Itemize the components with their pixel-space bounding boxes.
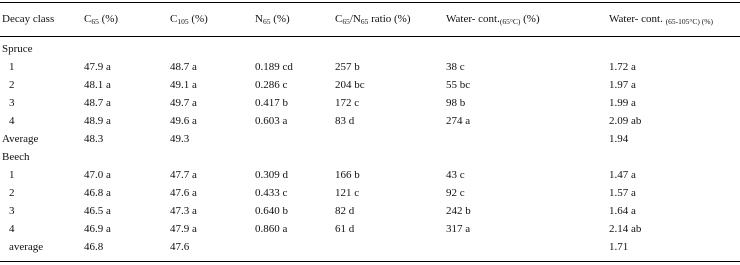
cell-water-content-65: 92 c (446, 187, 465, 199)
cell-water-content-65-105: 1.64 a (609, 205, 636, 217)
cell-water-content-65: 317 a (446, 223, 471, 235)
cell-cn-ratio: 82 d (335, 205, 355, 217)
cell-c105: 47.6 a (170, 187, 197, 199)
cell-cn-ratio: 166 b (335, 169, 360, 181)
cell-decay-class: 3 (9, 97, 15, 109)
table-bottom-rule (0, 261, 740, 262)
cell-water-content-65: 55 bc (446, 79, 471, 91)
cell-c105: 49.6 a (170, 115, 197, 127)
cell-water-content-65-105: 1.71 (609, 241, 629, 253)
cell-decay-class: average (9, 241, 44, 253)
cell-c105: 48.7 a (170, 61, 197, 73)
group-label-beech: Beech (2, 151, 30, 163)
table-top-rule (0, 2, 740, 3)
cell-c105: 49.7 a (170, 97, 197, 109)
cell-cn-ratio: 172 c (335, 97, 360, 109)
header-c65: $C_{65}$ (%) (84, 13, 119, 26)
cell-water-content-65: 43 c (446, 169, 465, 181)
cell-c65: 48.1 a (84, 79, 111, 91)
cell-n65: 0.189 cd (255, 61, 293, 73)
cell-n65: 0.309 d (255, 169, 288, 181)
cell-water-content-65-105: 1.72 a (609, 61, 636, 73)
header-water-content-65-105: Water- cont. $_{(65-105^\circ C) (\%)}$ (609, 13, 713, 26)
cell-c65: 48.7 a (84, 97, 111, 109)
cell-c65: 48.3 (84, 133, 104, 145)
cell-water-content-65-105: 1.99 a (609, 97, 636, 109)
header-decay-class: Decay class (2, 13, 55, 25)
cell-cn-ratio: 83 d (335, 115, 355, 127)
cell-c65: 46.5 a (84, 205, 111, 217)
cell-decay-class: 4 (9, 223, 15, 235)
cell-water-content-65-105: 1.97 a (609, 79, 636, 91)
cell-water-content-65: 242 b (446, 205, 471, 217)
cell-water-content-65: 38 c (446, 61, 465, 73)
cell-cn-ratio: 121 c (335, 187, 360, 199)
cell-n65: 0.640 b (255, 205, 288, 217)
cell-water-content-65-105: 1.94 (609, 133, 629, 145)
cell-decay-class: 1 (9, 61, 15, 73)
cell-n65: 0.286 c (255, 79, 288, 91)
cell-cn-ratio: 257 b (335, 61, 360, 73)
cell-c105: 47.7 a (170, 169, 197, 181)
cell-c65: 46.9 a (84, 223, 111, 235)
cell-c105: 47.9 a (170, 223, 197, 235)
cell-c65: 46.8 a (84, 187, 111, 199)
cell-c65: 46.8 (84, 241, 104, 253)
cell-n65: 0.603 a (255, 115, 288, 127)
cell-cn-ratio: 61 d (335, 223, 355, 235)
header-n65: $N_{65}$ (%) (255, 13, 290, 26)
cell-n65: 0.417 b (255, 97, 288, 109)
cell-c105: 49.3 (170, 133, 190, 145)
cell-water-content-65-105: 2.09 ab (609, 115, 642, 127)
cell-water-content-65-105: 2.14 ab (609, 223, 642, 235)
header-c105: $C_{105}$ (%) (170, 13, 208, 26)
cell-decay-class: Average (2, 133, 39, 145)
cell-decay-class: 1 (9, 169, 15, 181)
cell-n65: 0.433 c (255, 187, 288, 199)
group-label-spruce: Spruce (2, 43, 33, 55)
cell-decay-class: 2 (9, 187, 15, 199)
header-water-content-65: Water- $cont._{(65^\circ C)}$ (%) (446, 13, 540, 26)
cell-c105: 47.6 (170, 241, 190, 253)
cell-c105: 49.1 a (170, 79, 197, 91)
cell-water-content-65-105: 1.47 a (609, 169, 636, 181)
cell-decay-class: 3 (9, 205, 15, 217)
cell-cn-ratio: 204 bc (335, 79, 365, 91)
cell-water-content-65: 274 a (446, 115, 471, 127)
cell-water-content-65-105: 1.57 a (609, 187, 636, 199)
cell-c105: 47.3 a (170, 205, 197, 217)
header-cn-ratio: $C_{65}/N_{65}$ ratio (%) (335, 13, 411, 26)
header-rule (0, 36, 740, 37)
cell-c65: 47.0 a (84, 169, 111, 181)
cell-water-content-65: 98 b (446, 97, 466, 109)
cell-decay-class: 4 (9, 115, 15, 127)
cell-c65: 47.9 a (84, 61, 111, 73)
cell-decay-class: 2 (9, 79, 15, 91)
cell-c65: 48.9 a (84, 115, 111, 127)
cell-n65: 0.860 a (255, 223, 288, 235)
